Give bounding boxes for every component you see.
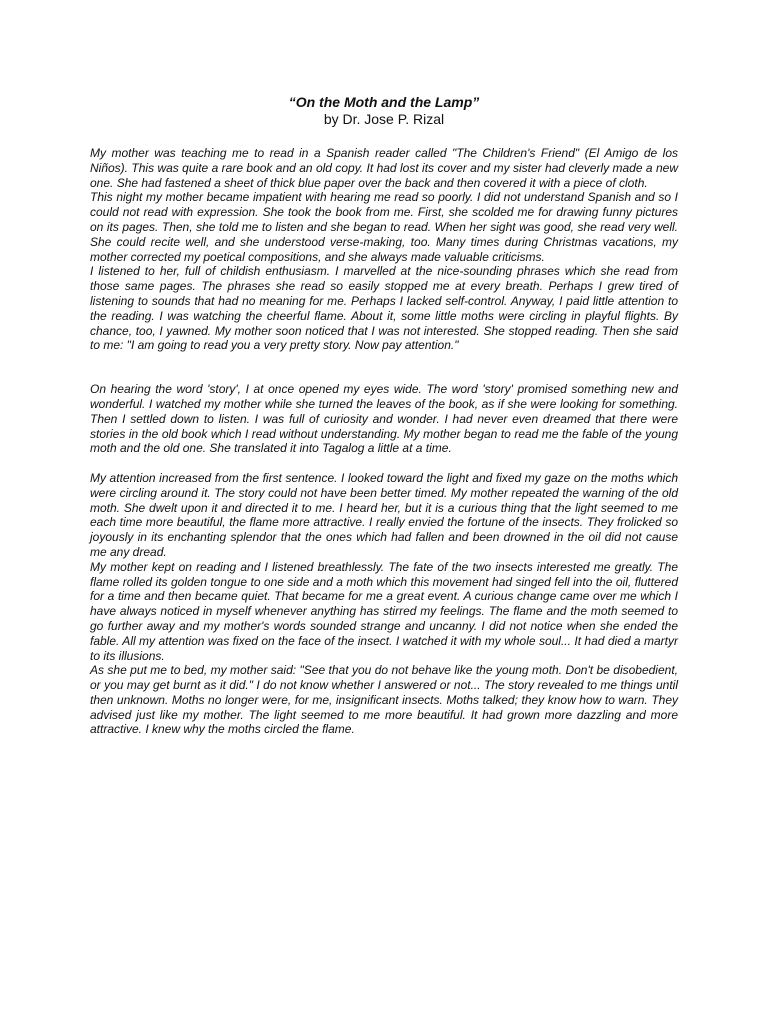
paragraph: This night my mother became impatient with hearing me read so poorly. I did not understand Spanish and so I could not read with expression. She took the book from me. First, she scolded me for drawing funny pictures on its pages. Then, she told me to listen and she began to read. When her sight was good, she read very well. She could recite well, and she understood verse-making, too. Many times during Christmas vacations, my mother corrected my poetical compositions, and she always made valuable criticisms. <box>90 190 678 264</box>
paragraph: I listened to her, full of childish enthusiasm. I marvelled at the nice-sounding phrases which she read from those same pages. The phrases she read so easily stopped me at every breath. Perhaps I grew tired of listening to sounds that had no meaning for me. Perhaps I lacked self-control. Anyway, I paid little attention to the reading. I was watching the cheerful flame. About it, some little moths were circling in playful flights. By chance, too, I yawned. My mother soon noticed that I was not interested. She stopped reading. Then she said to me: "I am going to read you a very pretty story. Now pay attention." <box>90 264 678 353</box>
paragraph: My mother kept on reading and I listened breathlessly. The fate of the two insects interested me greatly. The flame rolled its golden tongue to one side and a moth which this movement had singed fell into the oil, fluttered for a time and then became quiet. That became for me a great event. A curious change came over me which I have always noticed in myself whenever anything has stirred my feelings. The flame and the moth seemed to go further away and my mother's words sounded strange and uncanny. I did not notice when she ended the fable. All my attention was fixed on the face of the insect. I watched it with my whole soul... It had died a martyr to its illusions. <box>90 559 678 663</box>
document-title: “On the Moth and the Lamp” <box>288 94 480 110</box>
paragraph: As she put me to bed, my mother said: "See that you do not behave like the young moth. Don't be disobedient, or you may get burnt as it did." I do not know whether I answered or not... The story revealed to me things until then unknown. Moths no longer were, for me, insignificant insects. Moths talked; they know how to warn. They advised just like my mother. The light seemed to me more beautiful. It had grown more dazzling and more attractive. I knew why the moths circled the flame. <box>90 663 678 737</box>
document-author: by Dr. Jose P. Rizal <box>323 111 445 127</box>
paragraph: My attention increased from the first sentence. I looked toward the light and fixed my gaze on the moths which were circling around it. The story could not have been better timed. My mother repeated the warning of the old moth. She dwelt upon it and directed it to me. I heard her, but it is a curious thing that the light seemed to me each time more beautiful, the flame more attractive. I really envied the fortune of the insects. They frolicked so joyously in its enchanting splendor that the ones which had fallen and been drowned in the oil did not cause me any dread. <box>90 470 678 559</box>
paragraph-spacer <box>90 353 678 382</box>
document-page <box>90 94 678 737</box>
paragraph: On hearing the word 'story', I at once opened my eyes wide. The word 'story' promised something new and wonderful. I watched my mother while she turned the leaves of the book, as if she were looking for something. Then I settled down to listen. I was full of curiosity and wonder. I had never even dreamed that there were stories in the old book which I read without understanding. My mother began to read me the fable of the young moth and the old one. She translated it into Tagalog a little at a time. <box>90 382 678 456</box>
paragraph-spacer <box>90 456 678 471</box>
paragraph: My mother was teaching me to read in a Spanish reader called "The Children's Friend" (El Amigo de los Niños). This was quite a rare book and an old copy. It had lost its cover and my sister had cleverly made a new one. She had fastened a sheet of thick blue paper over the back and then covered it with a piece of cloth. <box>90 146 678 190</box>
